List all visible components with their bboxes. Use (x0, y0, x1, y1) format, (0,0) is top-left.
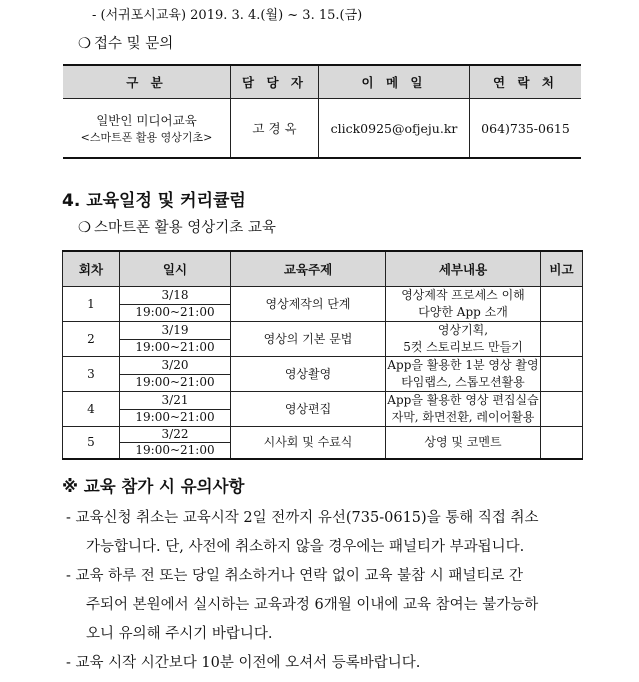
contact-category-sub: <스마트폰 활용 영상기초> (80, 131, 213, 144)
notice-line-5: 오니 유의해 주시기 바랍니다. (86, 626, 273, 642)
contact-category: 일반인 미디어교육 (96, 113, 197, 128)
session-time: 19:00~21:00 (120, 304, 231, 322)
contact-table (63, 64, 581, 159)
notice-line-6: - 교육 시작 시간보다 10분 이전에 오셔서 등록바랍니다. (66, 655, 421, 671)
notice-title: ※ 교육 참가 시 유의사항 (62, 477, 245, 496)
contact-section-title: 접수 및 문의 (94, 36, 174, 52)
session-detail (386, 287, 541, 322)
schedule-header-no: 회차 (63, 251, 120, 287)
schedule-header-note: 비고 (541, 251, 583, 287)
contact-email: click0925@ofjeju.kr (319, 99, 470, 159)
schedule-row (63, 322, 583, 340)
session-date: 3/19 (120, 322, 231, 340)
session-topic: 영상의 기본 문법 (231, 322, 386, 357)
session-number: 5 (63, 427, 120, 460)
session-date: 3/20 (120, 357, 231, 375)
session-topic: 영상촬영 (231, 357, 386, 392)
session-detail-line-2: 5컷 스토리보드 만들기 (403, 340, 523, 354)
session-detail-line-2: 타임랩스, 스톱모션활용 (401, 375, 525, 389)
notice-line-3: - 교육 하루 전 또는 당일 취소하거나 연락 없이 교육 불참 시 패널티로 간 (66, 568, 524, 584)
session-number: 1 (63, 287, 120, 322)
course-section-heading (78, 216, 276, 237)
circle-bullet-icon: ❍ (78, 220, 91, 236)
session-detail-line-1: 영상제작 프로세스 이해 (401, 288, 525, 302)
session-date: 3/18 (120, 287, 231, 305)
session-time: 19:00~21:00 (120, 443, 231, 460)
contact-phone: 064)735-0615 (470, 99, 582, 159)
contact-header-phone: 연 락 처 (470, 65, 582, 99)
session-detail (386, 322, 541, 357)
schedule-header-datetime: 일시 (120, 251, 231, 287)
schedule-row (63, 357, 583, 375)
session-number: 2 (63, 322, 120, 357)
session-detail-line-2: 다양한 App 소개 (418, 305, 508, 319)
session-detail-line-2: 자막, 화면전환, 레이어활용 (391, 410, 535, 424)
schedule-row (63, 392, 583, 410)
notice-line-4: 주되어 본원에서 실시하는 교육과정 6개월 이내에 교육 참여는 불가능하 (86, 597, 539, 613)
session-detail-line-1: App을 활용한 영상 편집실습 (387, 393, 539, 407)
contact-category-cell (63, 99, 231, 159)
session-note (541, 322, 583, 357)
schedule-header-detail: 세부내용 (386, 251, 541, 287)
schedule-table (62, 250, 583, 460)
session-detail (386, 392, 541, 427)
session-note (541, 392, 583, 427)
circle-bullet-icon: ❍ (78, 36, 91, 52)
session-topic: 시사회 및 수료식 (231, 427, 386, 460)
contact-section-heading (78, 32, 173, 53)
session-detail-line-1: 상영 및 코멘트 (424, 435, 502, 449)
session-detail (386, 357, 541, 392)
notice-line-2: 가능합니다. 단, 사전에 취소하지 않을 경우에는 패널티가 부과됩니다. (86, 539, 525, 555)
schedule-row (63, 287, 583, 305)
notice-line-1: - 교육신청 취소는 교육시작 2일 전까지 유선(735-0615)을 통해 직접 취소 (66, 510, 539, 526)
session-note (541, 427, 583, 460)
session-time: 19:00~21:00 (120, 409, 231, 427)
contact-header-manager: 담 당 자 (231, 65, 319, 99)
date-range-line: - (서귀포시교육) 2019. 3. 4.(월) ~ 3. 15.(금) (92, 8, 363, 23)
schedule-row (63, 427, 583, 443)
session-number: 4 (63, 392, 120, 427)
session-detail-line-1: App을 활용한 1분 영상 촬영 (387, 358, 539, 372)
session-note (541, 357, 583, 392)
contact-header-category: 구 분 (63, 65, 231, 99)
session-date: 3/22 (120, 427, 231, 443)
session-detail (386, 427, 541, 460)
section-4-title: 4. 교육일정 및 커리큘럼 (62, 191, 246, 211)
session-topic: 영상편집 (231, 392, 386, 427)
session-date: 3/21 (120, 392, 231, 410)
session-detail-line-1: 영상기획, (437, 323, 489, 337)
session-note (541, 287, 583, 322)
session-number: 3 (63, 357, 120, 392)
contact-header-email: 이 메 일 (319, 65, 470, 99)
session-time: 19:00~21:00 (120, 374, 231, 392)
schedule-header-topic: 교육주제 (231, 251, 386, 287)
course-section-title: 스마트폰 활용 영상기초 교육 (94, 220, 276, 236)
session-time: 19:00~21:00 (120, 339, 231, 357)
session-topic: 영상제작의 단계 (231, 287, 386, 322)
contact-manager: 고 경 옥 (231, 99, 319, 159)
